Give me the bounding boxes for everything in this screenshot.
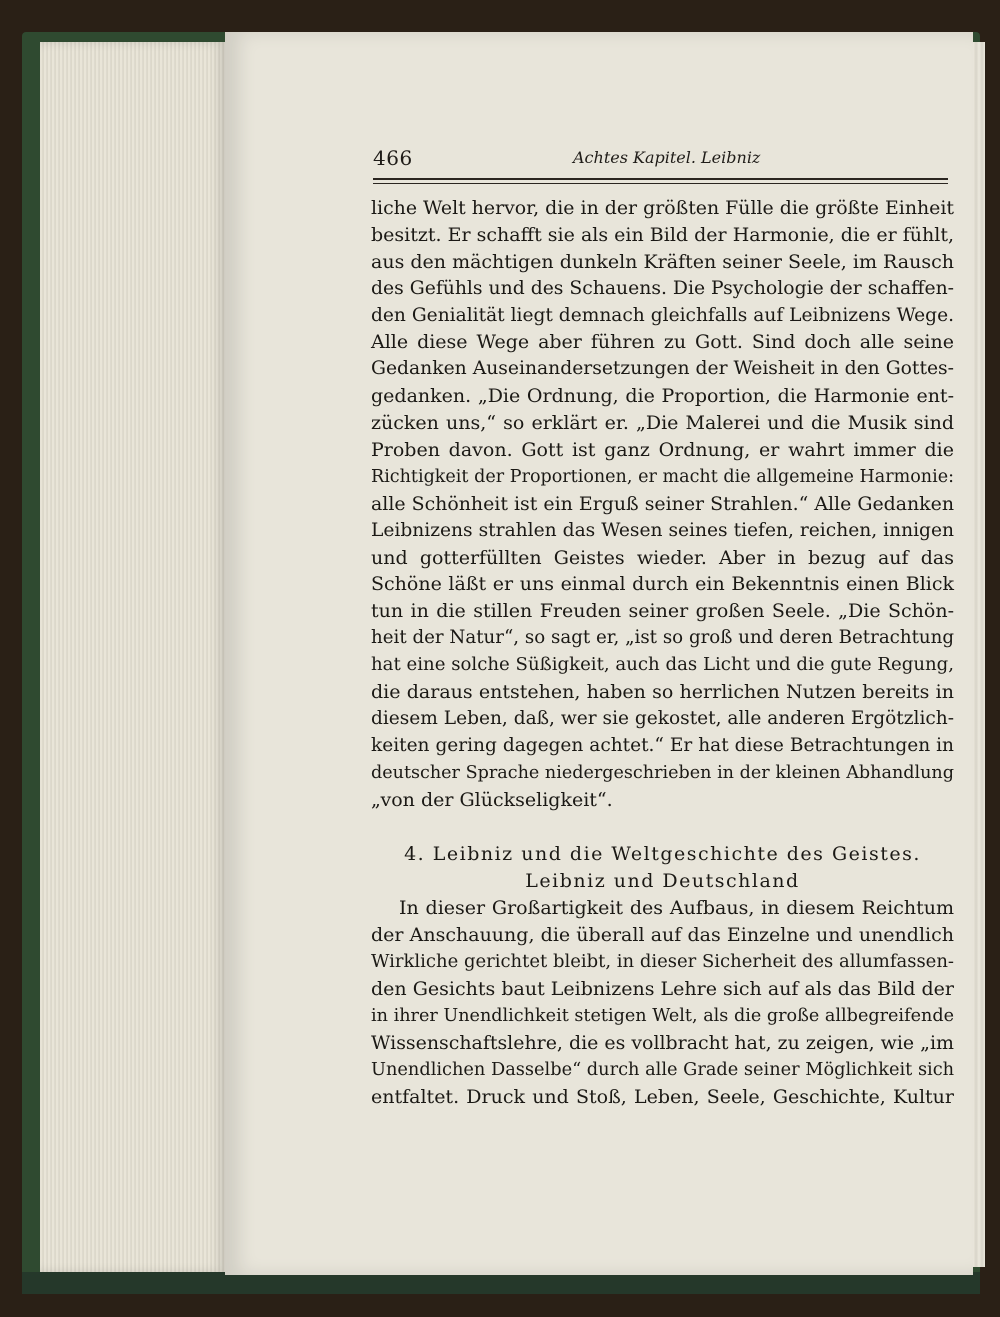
header-rule-thin bbox=[373, 183, 948, 184]
text-line: und gotterfüllten Geistes wieder. Aber in bezug auf das bbox=[371, 546, 954, 569]
page-stack bbox=[40, 42, 225, 1272]
text-line: tun in die stillen Freuden seiner großen Seele. „Die Schön- bbox=[371, 600, 954, 623]
text-line: deutscher Sprache niedergeschrieben in der kleinen Abhandlung bbox=[371, 762, 954, 783]
text-line: Alle diese Wege aber führen zu Gott. Sind doch alle seine bbox=[371, 331, 954, 354]
text-line: des Gefühls und des Schauens. Die Psychologie der schaffen- bbox=[371, 277, 954, 299]
paragraph bbox=[371, 195, 954, 813]
text-line: in ihrer Unendlichkeit stetigen Welt, als die große allbegreifende bbox=[371, 1005, 954, 1026]
paragraph bbox=[371, 895, 954, 1110]
text-line: Leibnizens strahlen das Wesen seines tiefen, reichen, innigen bbox=[371, 519, 954, 541]
running-title: Achtes Kapitel. Leibniz bbox=[573, 148, 761, 167]
text-line: Gedanken Auseinandersetzungen der Weisheit in den Gottes- bbox=[371, 358, 954, 380]
section-heading-line: 4. Leibniz und die Weltgeschichte des Geistes. bbox=[404, 843, 921, 866]
text-line: Schöne läßt er uns einmal durch ein Bekenntnis einen Blick bbox=[371, 573, 954, 596]
text-line: keiten gering dagegen achtet.“ Er hat diese Betrachtungen in bbox=[371, 734, 954, 756]
text-line: In dieser Großartigkeit des Aufbaus, in diesem Reichtum bbox=[399, 897, 954, 920]
text-line: Proben davon. Gott ist ganz Ordnung, er wahrt immer die bbox=[371, 439, 954, 462]
text-line: den Genialität liegt demnach gleichfalls auf Leibnizens Wege. bbox=[371, 304, 954, 326]
text-line: alle Schönheit ist ein Erguß seiner Strahlen.“ Alle Gedanken bbox=[371, 492, 954, 515]
section-heading bbox=[371, 841, 954, 895]
text-line: „von der Glückseligkeit“. bbox=[371, 788, 613, 811]
book-cover-edge bbox=[22, 1272, 980, 1294]
text-line: Wirkliche gerichtet bleibt, in dieser Sicherheit des allumfassen- bbox=[371, 951, 954, 973]
text-line: Wissenschaftslehre, die es vollbracht hat, zu zeigen, wie „im bbox=[371, 1031, 954, 1054]
page-number: 466 bbox=[373, 146, 413, 170]
section-spacer bbox=[371, 813, 954, 841]
facing-page-edge bbox=[973, 42, 985, 1267]
text-line: zücken uns,“ so erklärt er. „Die Malerei und die Musik sind bbox=[371, 412, 954, 435]
text-line: diesem Leben, daß, wer sie gekostet, alle anderen Ergötzlich- bbox=[371, 707, 954, 729]
text-line: der Anschauung, die überall auf das Einzelne und unendlich bbox=[371, 924, 954, 947]
text-line: Unendlichen Dasselbe“ durch alle Grade seiner Möglichkeit sich bbox=[371, 1059, 955, 1080]
text-line: Richtigkeit der Proportionen, er macht die allgemeine Harmonie: bbox=[371, 466, 954, 487]
text-line: aus den mächtigen dunkeln Kräften seiner Seele, im Rausch bbox=[371, 250, 954, 273]
text-line: heit der Natur“, so sagt er, „ist so groß und deren Betrachtung bbox=[371, 627, 954, 649]
header-rule bbox=[373, 178, 948, 180]
text-line: entfaltet. Druck und Stoß, Leben, Seele, Geschichte, Kultur bbox=[371, 1085, 954, 1108]
text-line: gedanken. „Die Ordnung, die Proportion, die Harmonie ent- bbox=[371, 385, 954, 408]
text-line: den Gesichts baut Leibnizens Lehre sich auf als das Bild der bbox=[371, 977, 954, 1000]
text-line: hat eine solche Süßigkeit, auch das Licht und die gute Regung, bbox=[371, 654, 954, 676]
page-body bbox=[371, 195, 954, 1110]
text-line: besitzt. Er schafft sie als ein Bild der Harmonie, die er fühlt, bbox=[371, 223, 954, 246]
text-line: liche Welt hervor, die in der größten Fülle die größte Einheit bbox=[371, 197, 954, 219]
text-line: die daraus entstehen, haben so herrlichen Nutzen bereits in bbox=[371, 681, 954, 704]
section-heading-line: Leibniz und Deutschland bbox=[525, 870, 800, 893]
page-header bbox=[373, 144, 948, 176]
